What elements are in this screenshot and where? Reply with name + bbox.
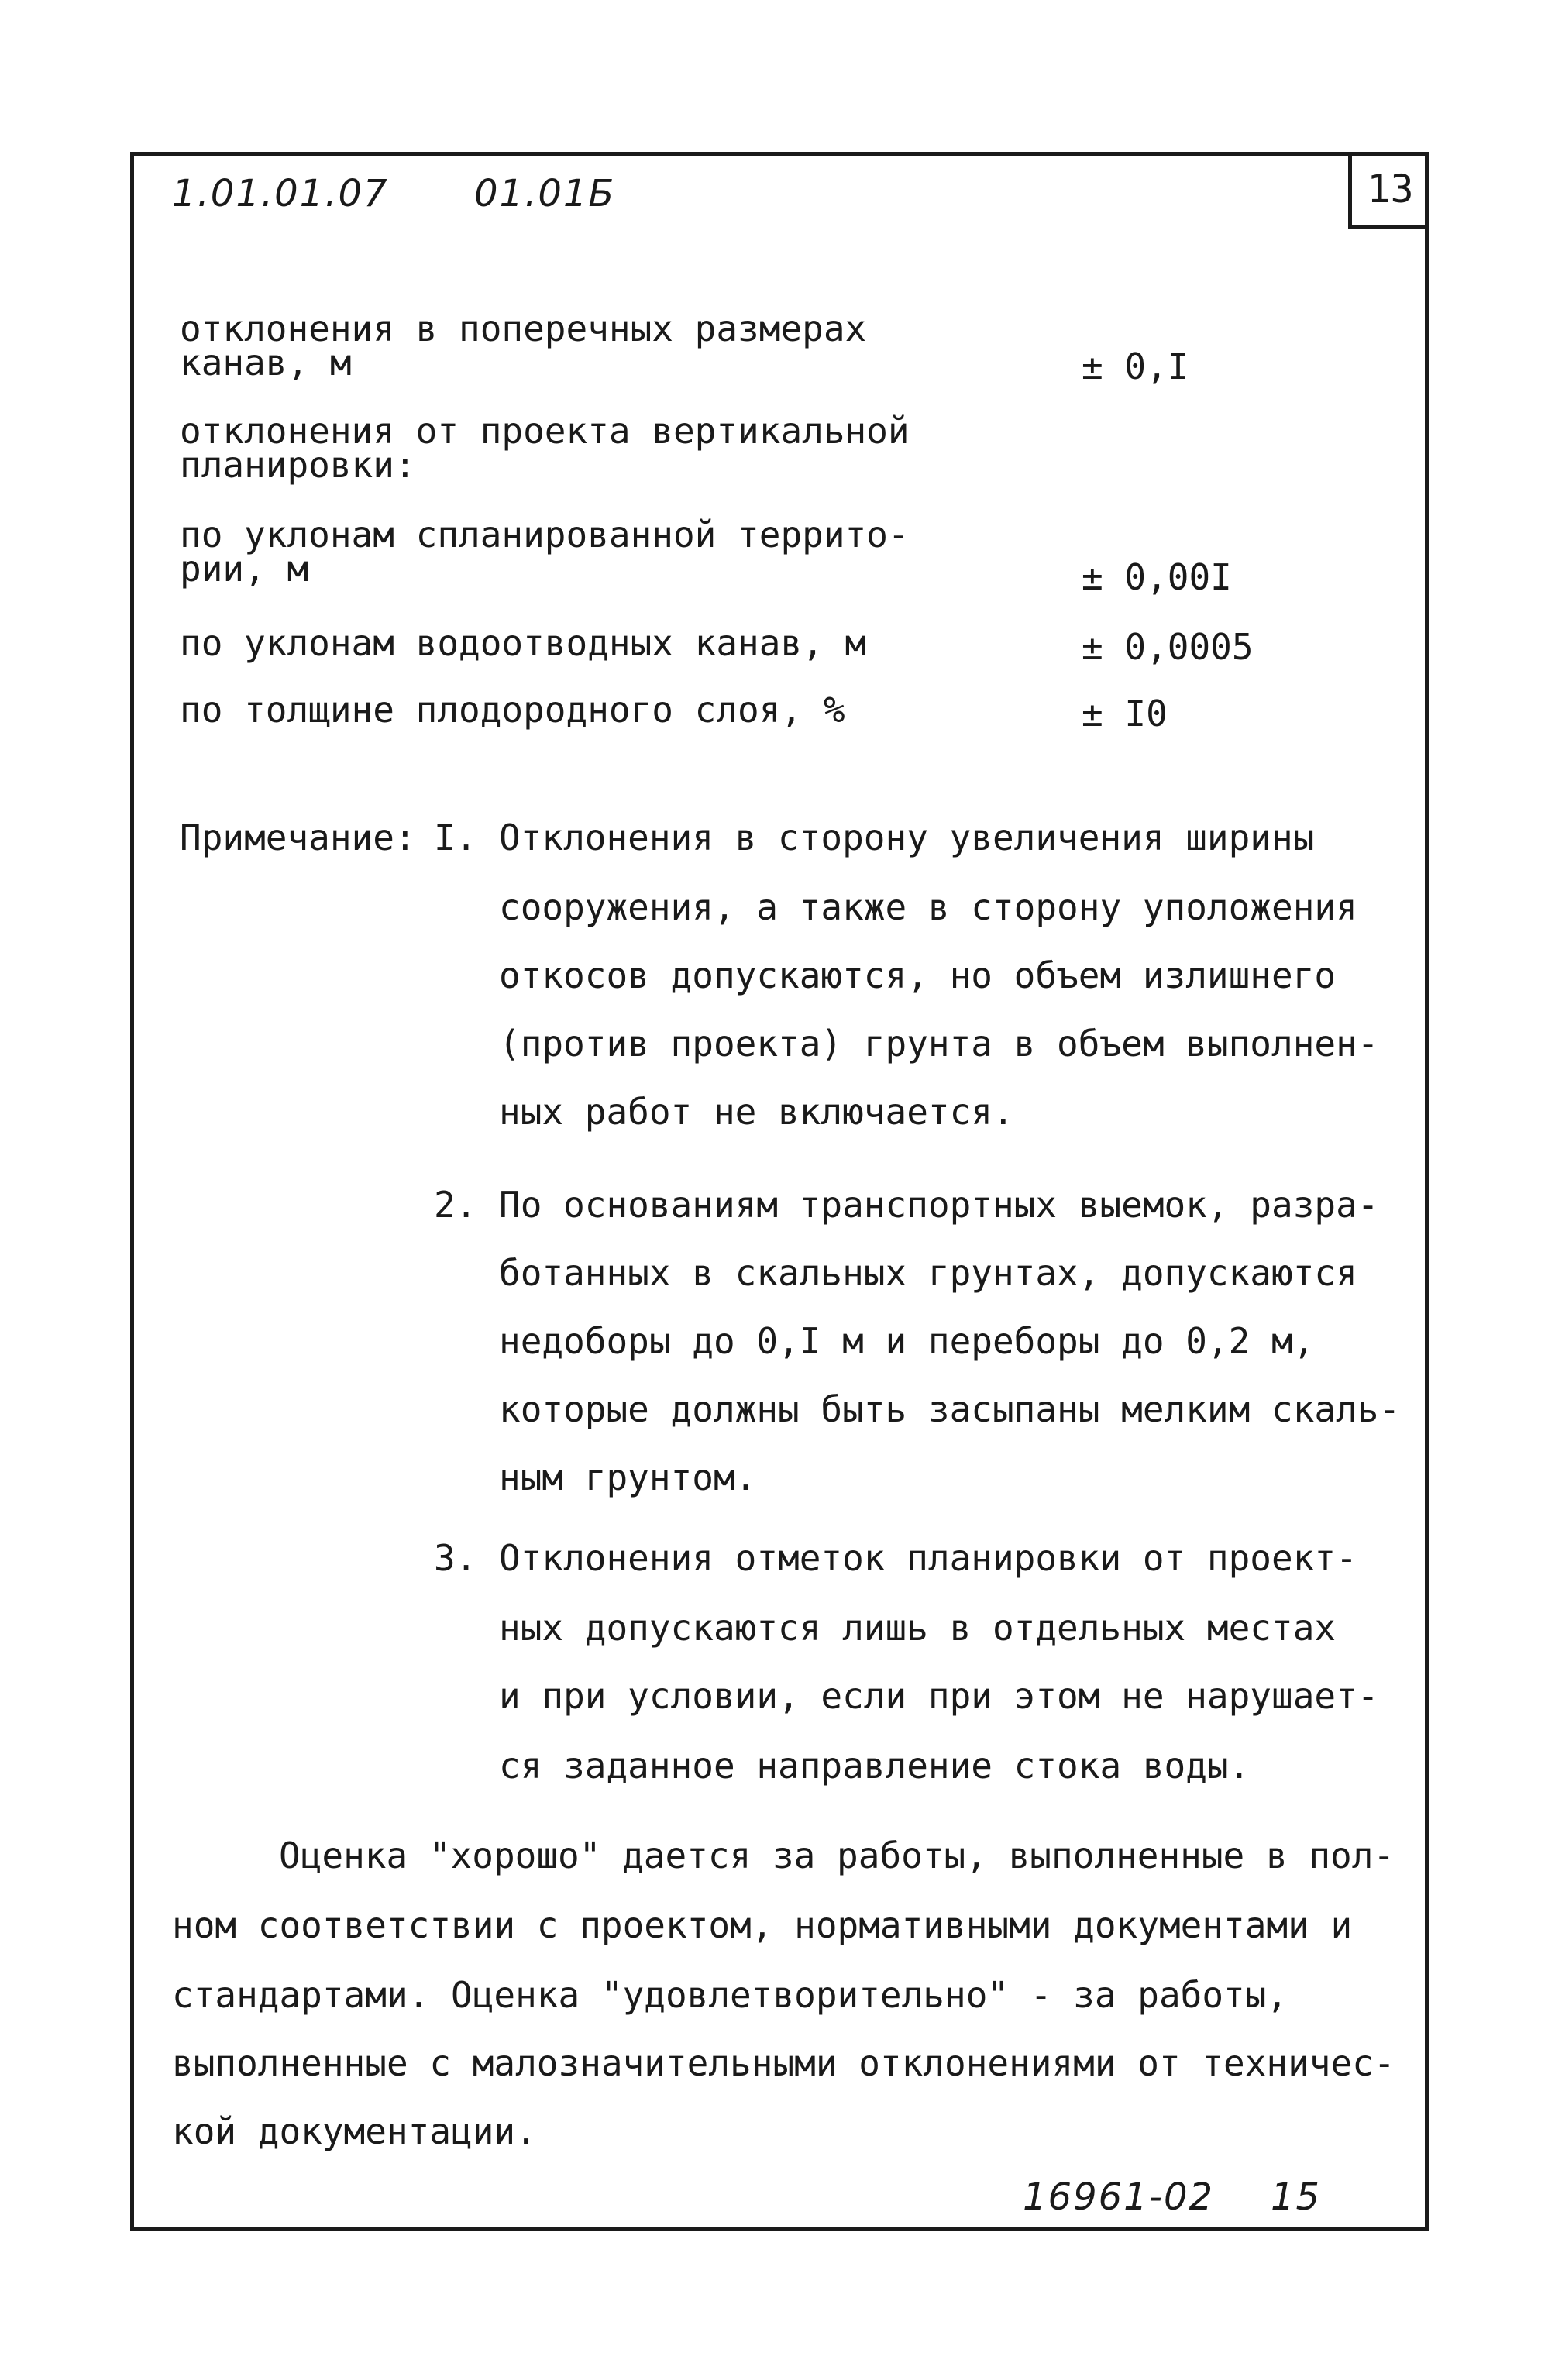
- paragraph-line: стандартами. Оценка "удовлетворительно" - за работы,: [172, 1974, 1288, 2016]
- page-number-box: [1348, 152, 1429, 229]
- footer-doc-number: 16961-02: [1023, 2175, 1215, 2219]
- tolerance-label: отклонения от проекта вертикальной планировки:: [180, 410, 910, 486]
- note-item-line: ботанных в скальных грунтах, допускаются: [499, 1252, 1357, 1294]
- note-item-line: сооружения, а также в сторону уположения: [499, 886, 1357, 928]
- note-item-line: ся заданное направление стока воды.: [499, 1745, 1251, 1787]
- paragraph-line: Оценка "хорошо" дается за работы, выполненные в пол-: [279, 1835, 1395, 1876]
- note-item-line: (против проекта) грунта в объем выполнен-: [499, 1023, 1379, 1064]
- paragraph-line: кой документации.: [172, 2110, 537, 2152]
- tolerance-label: по уклонам спланированной террито- рии, м: [180, 514, 910, 590]
- tolerance-value: ± 0,0005: [1082, 626, 1254, 668]
- note-item-number: I.: [434, 817, 477, 858]
- note-item-number: 2.: [434, 1184, 477, 1226]
- note-item-line: ных допускаются лишь в отдельных местах: [499, 1607, 1337, 1649]
- tolerance-label: отклонения в поперечных размерах канав, м: [180, 308, 867, 383]
- page-number: 13: [1367, 166, 1414, 212]
- tolerance-value: ± 0,00I: [1082, 556, 1232, 598]
- note-item-line: откосов допускаются, но объем излишнего: [499, 954, 1337, 996]
- note-item-number: 3.: [434, 1537, 477, 1579]
- note-item-line: недоборы до 0,I м и переборы до 0,2 м,: [499, 1320, 1315, 1362]
- paragraph-line: выполненные с малозначительными отклонениями от техничес-: [172, 2042, 1395, 2084]
- sheet-code: 01.01Б: [474, 172, 616, 215]
- tolerance-label: по толщине плодородного слоя, %: [180, 689, 845, 731]
- note-item-line: ных работ не включается.: [499, 1091, 1014, 1133]
- note-item-line: которые должны быть засыпаны мелким скаль-: [499, 1388, 1401, 1430]
- note-title: Примечание:: [180, 817, 416, 858]
- footer-page: 15: [1271, 2175, 1322, 2219]
- tolerance-label: по уклонам водоотводных канав, м: [180, 622, 867, 664]
- tolerance-value: ± 0,I: [1082, 346, 1189, 387]
- note-item-line: и при условии, если при этом не нарушает-: [499, 1675, 1379, 1717]
- paragraph-line: ном соответствии с проектом, нормативными документами и: [172, 1904, 1353, 1946]
- note-item-line: Отклонения отметок планировки от проект-: [499, 1537, 1357, 1579]
- note-item-line: ным грунтом.: [499, 1457, 757, 1498]
- doc-code: 1.01.01.07: [172, 172, 389, 215]
- note-item-line: По основаниям транспортных выемок, разра-: [499, 1184, 1379, 1226]
- note-item-line: Отклонения в сторону увеличения ширины: [499, 817, 1315, 858]
- tolerance-value: ± I0: [1082, 693, 1168, 734]
